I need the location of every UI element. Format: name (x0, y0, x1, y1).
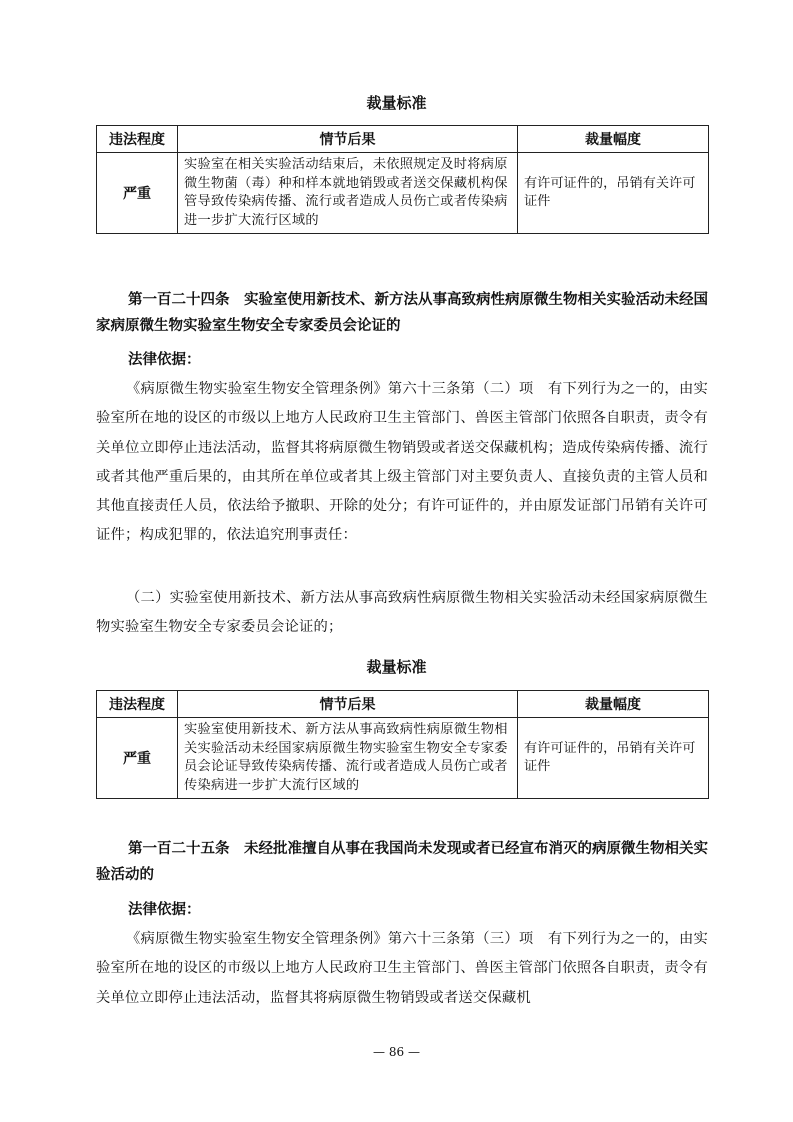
table1-discretion-standard (96, 125, 709, 234)
cell-range: 有许可证件的，吊销有关许可证件 (518, 718, 709, 799)
table1-caption: 裁量标准 (366, 94, 427, 112)
column-header-facts: 情节后果 (178, 126, 518, 153)
table2-caption: 裁量标准 (366, 658, 427, 676)
column-header-range: 裁量幅度 (518, 691, 709, 718)
table2-header-row (97, 691, 709, 718)
cell-level: 严重 (97, 153, 178, 234)
cell-range: 有许可证件的，吊销有关许可证件 (518, 153, 709, 234)
table-row (97, 153, 709, 234)
table-row (97, 718, 709, 799)
column-header-range: 裁量幅度 (518, 126, 709, 153)
article-124-heading: 第一百二十四条 实验室使用新技术、新方法从事高致病性病原微生物相关实验活动未经国家病原微生物实验室生物安全专家委员会论证的 (96, 292, 708, 334)
legal-basis-label: 法律依据： (128, 352, 201, 368)
article-124-clause-2: （二）实验室使用新技术、新方法从事高致病性病原微生物相关实验活动未经国家病原微生物实验室生物安全专家委员会论证的； (96, 590, 708, 636)
cell-level: 严重 (97, 718, 178, 799)
table2-discretion-standard (96, 690, 709, 799)
column-header-level: 违法程度 (97, 691, 178, 718)
legal-basis-label: 法律依据： (128, 902, 201, 918)
article-125-legal-text: 《病原微生物实验室生物安全管理条例》第六十三条第（三）项 有下列行为之一的，由实验室所在地的设区的市级以上地方人民政府卫生主管部门、兽医主管部门依照各自职责，责令有关单位立即停止违法活动，监督其将病原微生物销毁或者送交保藏机 (96, 931, 708, 1006)
article-125-heading: 第一百二十五条 未经批准擅自从事在我国尚未发现或者已经宣布消灭的病原微生物相关实验活动的 (96, 841, 708, 883)
article-124-legal-text: 《病原微生物实验室生物安全管理条例》第六十三条第（二）项 有下列行为之一的，由实验室所在地的设区的市级以上地方人民政府卫生主管部门、兽医主管部门依照各自职责，责令有关单位立即停止违法活动，监督其将病原微生物销毁或者送交保藏机构；造成传染病传播、流行或者其他严重后果的，由其所在单位或者其上级主管部门对主要负责人、直接负责的主管人员和其他直接责任人员，依法给予撤职、开除的处分；有许可证件的，并由原发证部门吊销有关许可证件；构成犯罪的，依法追究刑事责任： (96, 381, 708, 544)
cell-facts: 实验室在相关实验活动结束后，未依照规定及时将病原微生物菌（毒）种和样本就地销毁或者送交保藏机构保管导致传染病传播、流行或者造成人员伤亡或者传染病进一步扩大流行区域的 (178, 153, 518, 234)
column-header-facts: 情节后果 (178, 691, 518, 718)
column-header-level: 违法程度 (97, 126, 178, 153)
page-number: — 86 — (373, 1045, 420, 1059)
cell-facts: 实验室使用新技术、新方法从事高致病性病原微生物相关实验活动未经国家病原微生物实验室生物安全专家委员会论证导致传染病传播、流行或者造成人员伤亡或者传染病进一步扩大流行区域的 (178, 718, 518, 799)
table1-header-row (97, 126, 709, 153)
